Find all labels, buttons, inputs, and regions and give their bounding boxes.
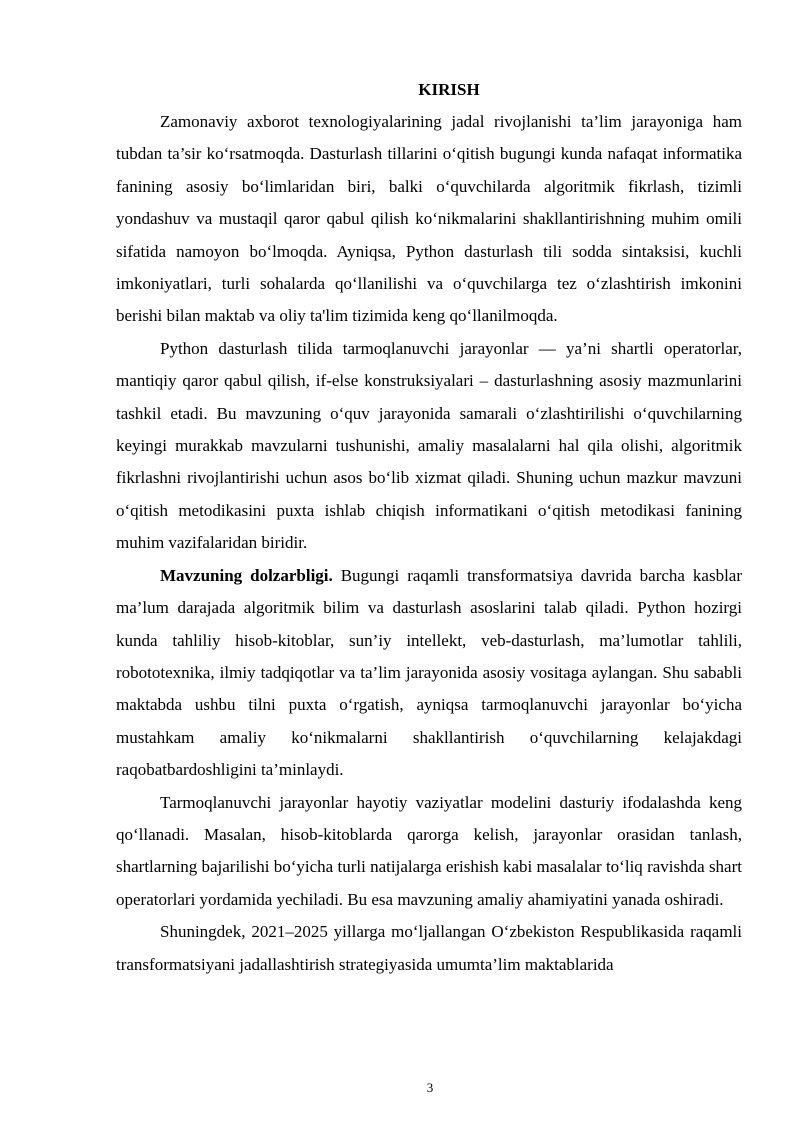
paragraph-text: Zamonaviy axborot texnologiyalarining jadal rivojlanishi ta’lim jarayoniga ham tubdan ta’sir ko‘rsatmoqda. Dasturlash tillarini o‘qitish bugungi kunda nafaqat informatika fanining asosiy bo‘limlaridan biri, balki o‘quvchilarda algoritmik fikrlash, tizimli yondashuv va mustaqil qaror qabul qilish ko‘nikmalarini shakllantirishning muhim omili sifatida namoyon bo‘lmoqda. Ayniqsa, Python dasturlash tili sodda sintaksisi, kuchli imkoniyatlari, turli sohalarda qo‘llanilishi va o‘quvchilarga tez o‘zlashtirish imkonini berishi bilan maktab va oliy ta'lim tizimida keng qo‘llanilmoqda.	[116, 112, 742, 326]
paragraph-relevance	[116, 560, 742, 787]
paragraph-strategy	[116, 916, 742, 981]
paragraph-branching	[116, 333, 742, 560]
paragraph-text: Shuningdek, 2021–2025 yillarga mo‘ljallangan O‘zbekiston Respublikasida raqamli transformatsiyani jadallashtirish strategiyasida umumta’lim maktablarida	[116, 922, 742, 974]
document-page	[116, 76, 742, 981]
paragraph-intro	[116, 106, 742, 333]
paragraph-lead: Mavzuning dolzarbligi.	[160, 565, 333, 585]
paragraph-text: Python dasturlash tilida tarmoqlanuvchi jarayonlar — ya’ni shartli operatorlar, mantiqiy qaror qabul qilish, if-else konstruksiyalari – dasturlashning asosiy mazmunlarini tashkil etadi. Bu mavzuning o‘quv jarayonida samarali o‘zlashtirilishi o‘quvchilarning keyingi murakkab mavzularni tushunishi, amaliy masalalarni hal qila olishi, algoritmik fikrlashni rivojlantirishi uchun asos bo‘lib xizmat qiladi. Shuning uchun mazkur mavzuni o‘qitish metodikasini puxta ishlab chiqish informatikani o‘qitish metodikasi fanining muhim vazifalaridan biridir.	[116, 338, 742, 553]
paragraph-text: Bugungi raqamli transformatsiya davrida barcha kasblar ma’lum darajada algoritmik bilim va dasturlash asoslarini talab qiladi. Python hozirgi kunda tahliliy hisob-kitoblar, sun’iy intellekt, veb-dasturlash, ma’lumotlar tahlili, robototexnika, ilmiy tadqiqotlar va ta’lim jarayonida asosiy vositaga aylangan. Shu sababli maktabda ushbu tilni puxta o‘rgatish, ayniqsa tarmoqlanuvchi jarayonlar bo‘yicha mustahkam amaliy ko‘nikmalarni shakllantirish o‘quvchilarning kelajakdagi raqobatbardoshligini ta’minlaydi.	[116, 565, 742, 780]
paragraph-practical	[116, 787, 742, 917]
paragraph-text: Tarmoqlanuvchi jarayonlar hayotiy vaziyatlar modelini dasturiy ifodalashda keng qo‘llanadi. Masalan, hisob-kitoblarda qarorga kelish, jarayonlar orasidan tanlash, shartlarning bajarilishi bo‘yicha turli natijalarga erishish kabi masalalar to‘liq ravishda shart operatorlari yordamida yechiladi. Bu esa mavzuning amaliy ahamiyatini yanada oshiradi.	[116, 792, 742, 909]
section-heading: KIRISH	[418, 80, 480, 99]
page-number: 3	[426, 1080, 434, 1095]
